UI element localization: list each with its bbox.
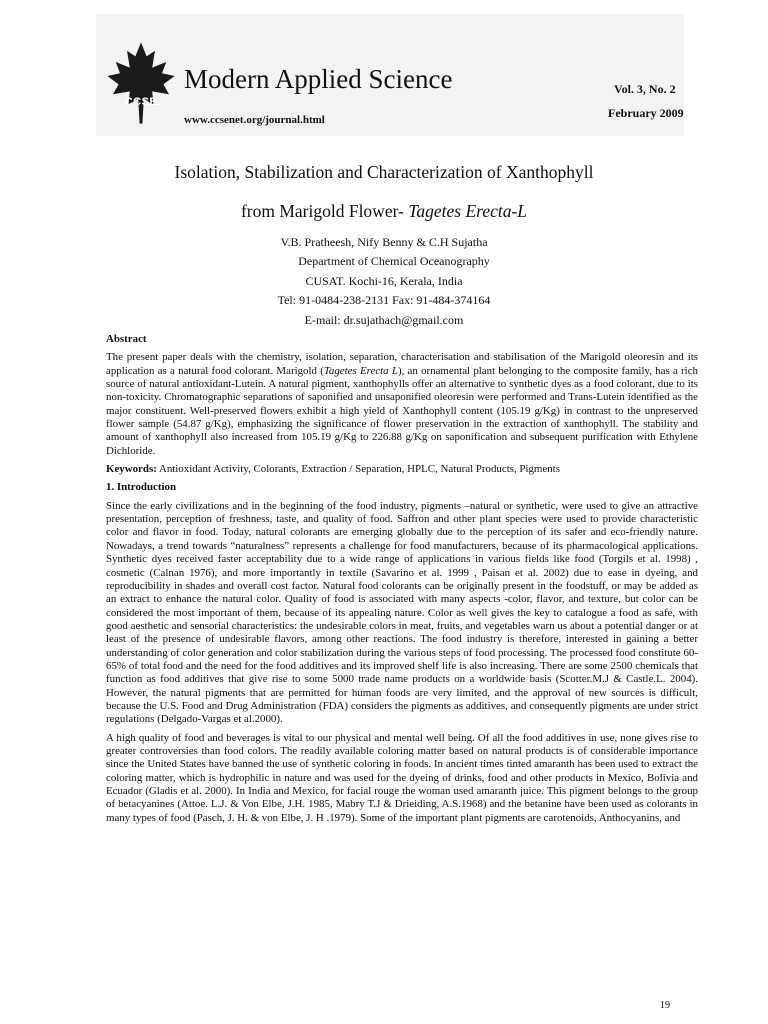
- abstract-heading: Abstract: [106, 333, 147, 345]
- address: CUSAT. Kochi-16, Kerala, India: [305, 274, 463, 288]
- article-body: [106, 333, 698, 825]
- page-number: 19: [660, 1000, 670, 1011]
- journal-url[interactable]: www.ccsenet.org/journal.html: [184, 114, 325, 126]
- introduction-heading: 1. Introduction: [106, 481, 176, 494]
- issue-date: February 2009: [608, 106, 684, 120]
- maple-leaf-logo-icon: [106, 40, 176, 126]
- introduction-paragraph-1: Since the early civilizations and in the beginning of the food industry, pigments –natural or synthetic, were used to give an attractive presentation, perception of freshness, taste, and quality of food. Saffron and other plant species were used to provide characteristic color and flavor in food. Today, natural colorants are emerging globally due to the perception of its safer and eco-friendly nature. Nowadays, a trend towards “naturalness” represents a challenge for food manufacturers, because of its pharmacological applications. Synthetic dyes received faster acceptability due to a wide range of applications in various fields like food (Torgils et al. 1998) , cosmetic (Calnan 1976), and more importantly in textile (Savarino et al. 1999 , Paisan et al. 2002) due to ease in dyeing, and reproducibility in shades and overall cost factor. Natural food colorants can be originally present in the foodstuff, or may be added as an extract to enhance the natural color. Quality of food is associated with many aspects -color, flavor, and texture, but color can be considered the most important of them, because of its appealing nature. Color as well gives the key to catalogue a food as safe, with good aesthetic and sensorial characteristics: the undesirable colors in meat, fruits, and vegetables warn us about a potential danger or at least of the presence of undesirable flavors, among other reactions. The food industry is therefore, interested in gaining a better understanding of color generation and color stabilization during the various steps of food processing. The processed food constitute 60- 65% of total food and the need for the food additives and its improved shelf life is also increasing. There are some 2500 chemicals that function as food additives that give rise to some 5000 trade name products on a worldwide basis (Scotter.M.J & Castle.L. 2004). However, the natural pigments that are permitted for human foods are very limited, and the approval of new sources is difficult, because the U.S. Food and Drug Administration (FDA) considers the pigments as additives, and consequently pigments are under strict regulations (Delgado-Vargas et al.2000).: [106, 499, 698, 726]
- keywords-label: Keywords:: [106, 463, 157, 476]
- abstract-text-part2: ), an ornamental plant belonging to the composite family, has a rich source of natural antioxidant-Lutein. A natural pigment, xanthophylls offer an alternative to synthetic dyes as a food colorant, due to its non-toxicity. Chromatographic separations of saponified and unsaponified oleoresin were performed and Trans-Lutein identified as the major constituent. Well-preserved flowers exhibit a high yield of Xanthophyll content (105.19 g/Kg) in contrast to the unpreserved flower sample (54.87 g/Kg), emphasizing the significance of flower preservation in the extraction of xanthophyll. The stability and amount of xanthophyll also increased from 105.19 g/Kg to 226.88 g/Kg on saponification and subsequent purification with Ethylene Dichloride.: [106, 364, 698, 457]
- introduction-paragraph-2: A high quality of food and beverages is vital to our physical and mental well being. Of all the food additives in use, none gives rise to greater controversies than food colors. The readily available coloring matter based on natural products is of considerable importance since the United States have banned the use of synthetic coloring in foods. In ancient times tinted amaranth has been used to extract the coloring matter, which is hydrophilic in nature and was used for the dyeing of drinks, food and other products in Mexico, Bolivia and Ecuador (Gladis et al. 2000). In India and Mexico, for facial rouge the woman used amaranth juice. This pigment belongs to the group of betacyanines (Attoe. L.J. & Von Elbe, J.H. 1985, Mabry T.J & Drieiding, A.S.1968) and the betanine have been used as colorants in many types of food (Pasch, J. H. & von Elbe, J. H .1979). Some of the important plant pigments are carotenoids, Anthocyanins, and: [106, 731, 698, 824]
- keywords: [106, 463, 698, 476]
- abstract-text-italic: Tagetes Erecta L: [323, 364, 398, 377]
- logo-text: CCSE: [124, 96, 158, 108]
- title-prefix: from Marigold Flower-: [240, 201, 409, 221]
- department: Department of Chemical Oceanography: [298, 254, 490, 268]
- volume-number: Vol. 3, No. 2: [614, 82, 676, 96]
- abstract-text: [106, 351, 698, 458]
- authors: V.B. Pratheesh, Nify Benny & C.H Sujatha: [280, 235, 488, 249]
- journal-title: Modern Applied Science: [184, 64, 453, 94]
- title-species: Tagetes Erecta-L: [408, 201, 528, 221]
- article-title-line1: Isolation, Stabilization and Characterization of Xanthophyll: [174, 162, 594, 182]
- email[interactable]: E-mail: dr.sujathach@gmail.com: [304, 313, 464, 327]
- keywords-text: Antioxidant Activity, Colorants, Extraction / Separation, HPLC, Natural Products, Pigments: [156, 463, 560, 476]
- contact: Tel: 91-0484-238-2131 Fax: 91-484-374164: [277, 293, 491, 307]
- abstract-text-part1: The present paper deals with the chemistry, isolation, separation, characterisation and stabilisation of the Marigold oleoresin and its application as a natural food colorant. Marigold (: [106, 351, 698, 377]
- article-title-line2: [0, 201, 768, 222]
